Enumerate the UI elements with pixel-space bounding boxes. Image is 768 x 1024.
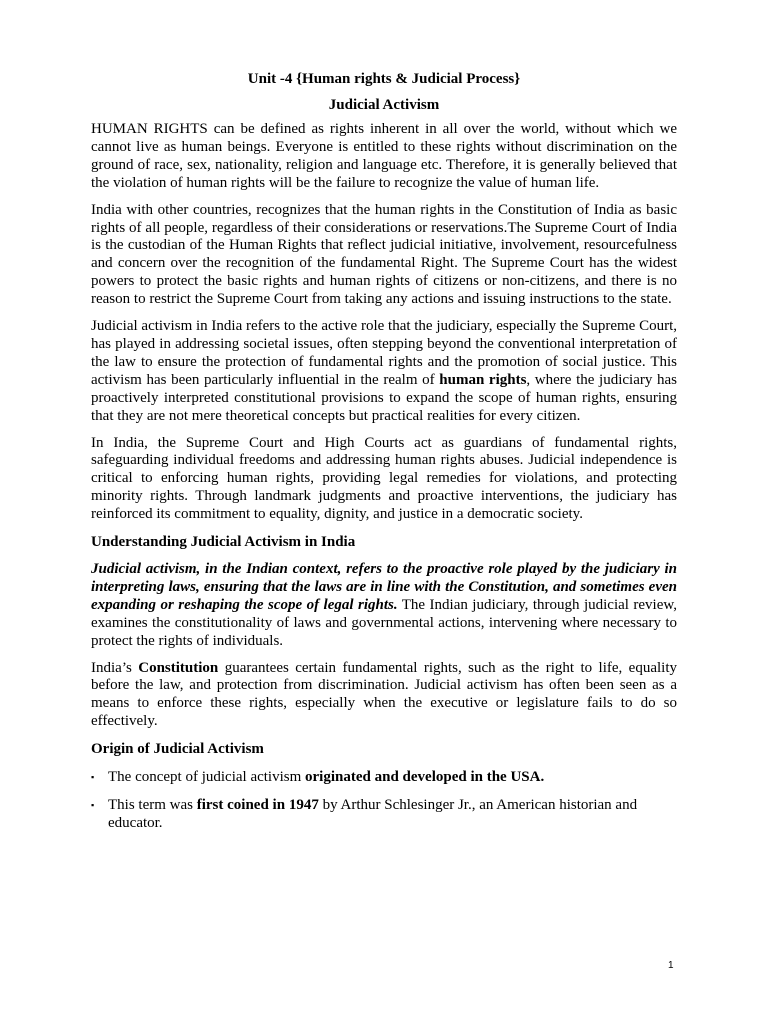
list-item [91, 768, 677, 786]
square-bullet-icon: ▪ [91, 772, 95, 783]
paragraph-text: , where the judiciary has proactively interpreted constitutional provisions to expand the scope of human rights, ensuring that they are not mere theoretical concepts but practical realities for every citizen. [91, 371, 677, 424]
bold-term-human-rights: human rights [439, 371, 527, 388]
paragraph-constitution-rights [91, 660, 677, 732]
bold-term-1947: first coined in 1947 [196, 797, 319, 814]
paragraph-human-rights-definition: HUMAN RIGHTS can be defined as rights inherent in all over the world, without which we cannot live as human beings. Everyone is entitled to these rights without discrimination on the ground of race, sex, nationality, religion and language etc. Therefore, it is generally believed that the violation of human rights will be the failure to recognize the value of human life. [91, 121, 677, 191]
heading-understanding-judicial-activism: Understanding Judicial Activism in India [91, 534, 356, 551]
paragraph-text: Judicial activism in India refers to the active role that the judiciary, especially the Supreme Court, has played in addressing societal issues, often stepping beyond the conventional interpretation of the law to ensure the protection of fundamental rights and the promotion of social justice. This activism has been particularly influential in the realm of [91, 318, 677, 388]
document-subtitle: Judicial Activism [328, 97, 440, 113]
document-title: Unit -4 {Human rights & Judicial Process} [247, 71, 521, 87]
paragraph-india-human-rights: India with other countries, recognizes that the human rights in the Constitution of India as basic rights of all people, regardless of their considerations or reservations.The Supreme Court of India is the custodian of the Human Rights that reflect judicial initiative, involvement, resourcefulness and concern over the recognition of the fundamental Right. The Supreme Court has the widest powers to protect the basic rights and human rights of citizens or non-citizens, and there is no reason to restrict the Supreme Court from taking any actions and issuing instructions to the state. [91, 201, 677, 308]
paragraph-text: India’s [91, 659, 139, 676]
bold-term-constitution: Constitution [138, 659, 219, 676]
heading-origin-judicial-activism: Origin of Judicial Activism [91, 741, 264, 758]
bold-term-usa: originated and developed in the USA. [305, 769, 545, 786]
list-item-text: by Arthur Schlesinger Jr., an American historian and educator. [108, 797, 638, 832]
page-number: 1 [668, 960, 674, 971]
paragraph-judicial-activism-india [91, 318, 677, 425]
paragraph-text: The Indian judiciary, through judicial review, examines the constitutionality of laws and governmental actions, intervening where necessary to protect the rights of individuals. [91, 596, 677, 649]
list-item-text: This term was [108, 797, 197, 814]
square-bullet-icon: ▪ [91, 800, 95, 811]
paragraph-judicial-activism-definition [91, 561, 677, 651]
list-item [91, 796, 677, 832]
list-item-text: The concept of judicial activism [108, 769, 306, 786]
bold-italic-definition: Judicial activism, in the Indian context, refers to the proactive role played by the judiciary in interpreting laws, ensuring that the laws are in line with the Constitution, and sometimes even expanding or reshaping the scope of legal rights. [91, 561, 677, 613]
paragraph-courts-guardians: In India, the Supreme Court and High Courts act as guardians of fundamental rights, safeguarding individual freedoms and addressing human rights abuses. Judicial independence is critical to enforcing human rights, providing legal remedies for violations, and protecting minority rights. Through landmark judgments and proactive interventions, the judiciary has reinforced its commitment to equality, dignity, and justice in a democratic society. [91, 434, 677, 523]
origin-bullet-list [91, 768, 677, 832]
document-page [91, 70, 677, 842]
paragraph-text: guarantees certain fundamental rights, such as the right to life, equality before the law, and protection from discrimination. Judicial activism has often been seen as a means to enforce these rights, especially when the executive or legislature fails to do so effectively. [91, 659, 677, 730]
